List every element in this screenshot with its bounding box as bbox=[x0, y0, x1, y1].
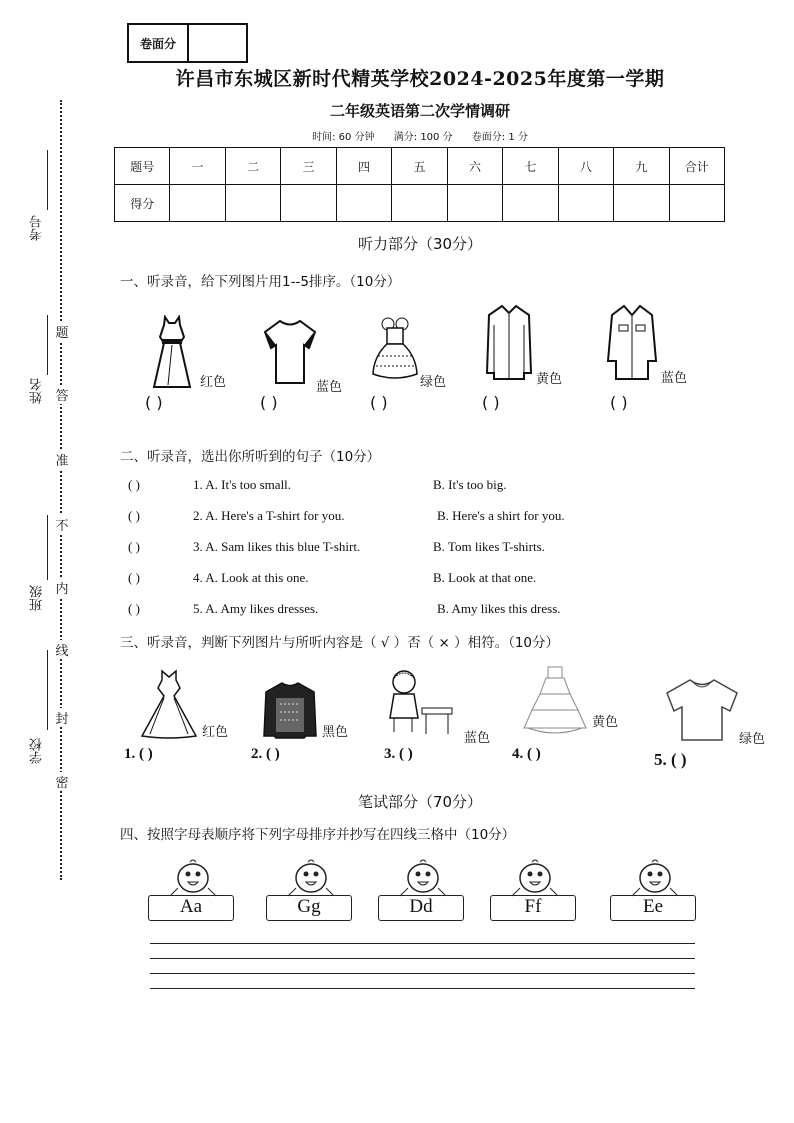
q3-color-label: 黑色 bbox=[322, 725, 349, 740]
bird-icon bbox=[630, 858, 680, 898]
seal-char: 题 bbox=[55, 322, 69, 341]
binding-dotted-line bbox=[60, 100, 62, 880]
q2-option-a: 3. A. Sam likes this blue T-shirt. bbox=[193, 539, 361, 554]
school-title: 许昌市东城区新时代精英学校2024-2025年度第一学期 bbox=[175, 68, 665, 90]
letter-card bbox=[266, 858, 354, 922]
q1-color-label: 绿色 bbox=[420, 375, 447, 390]
q3-answer-bracket[interactable]: 4. ( ) bbox=[512, 746, 541, 762]
letter-card bbox=[490, 858, 578, 922]
four-line-grid-line[interactable] bbox=[150, 943, 695, 944]
letter-card bbox=[378, 858, 466, 922]
seal-char: 封 bbox=[55, 708, 69, 727]
shirt-icon bbox=[484, 303, 534, 381]
q2-answer-bracket[interactable]: ( ) bbox=[128, 508, 140, 523]
four-line-grid-line[interactable] bbox=[150, 958, 695, 959]
letter-card bbox=[148, 858, 236, 922]
binding-blank-line[interactable] bbox=[47, 150, 48, 210]
q1-color-label: 蓝色 bbox=[661, 371, 688, 386]
letter-card bbox=[610, 858, 698, 922]
score-table-cell: 题号 bbox=[115, 148, 170, 185]
exam-full-score: 满分: 100 分 bbox=[393, 132, 453, 143]
q2-answer-bracket[interactable]: ( ) bbox=[128, 539, 140, 554]
score-table-cell: 九 bbox=[614, 148, 669, 185]
score-table bbox=[114, 147, 725, 222]
bird-icon bbox=[398, 858, 448, 898]
tshirt-icon bbox=[664, 677, 740, 743]
score-entry-cell[interactable] bbox=[170, 185, 225, 222]
q1-color-label: 蓝色 bbox=[316, 380, 343, 395]
score-entry-cell[interactable] bbox=[558, 185, 613, 222]
listening-heading: 听力部分（30分） bbox=[357, 235, 483, 253]
question-2-title: 二、听录音，选出你所听到的句子（10分） bbox=[120, 449, 381, 465]
score-entry-cell[interactable] bbox=[614, 185, 669, 222]
binding-label-name bbox=[30, 378, 46, 408]
score-entry-cell[interactable] bbox=[336, 185, 391, 222]
q3-color-label: 黄色 bbox=[592, 715, 619, 730]
score-entry-cell[interactable] bbox=[392, 185, 447, 222]
letter-pair: Gg bbox=[297, 896, 321, 917]
letter-pair: Ff bbox=[524, 896, 542, 917]
exam-title: 二年级英语第二次学情调研 bbox=[329, 102, 510, 120]
q3-answer-bracket[interactable]: 1. ( ) bbox=[124, 746, 153, 762]
question-1-title: 一、听录音，给下列图片用1--5排序。（10分） bbox=[120, 274, 401, 290]
score-entry-cell[interactable] bbox=[503, 185, 558, 222]
bird-icon bbox=[286, 858, 336, 898]
score-table-cell: 合计 bbox=[669, 148, 724, 185]
q2-option-b: B. Here's a shirt for you. bbox=[437, 508, 565, 523]
q1-answer-bracket[interactable]: ( ) bbox=[145, 393, 163, 412]
q2-option-a: 4. A. Look at this one. bbox=[193, 570, 309, 585]
q2-answer-bracket[interactable]: ( ) bbox=[128, 601, 140, 616]
q1-color-label: 黄色 bbox=[536, 372, 563, 387]
binding-label-text: 考号 bbox=[30, 215, 45, 241]
q3-answer-bracket[interactable]: 3. ( ) bbox=[384, 746, 413, 762]
tshirt-icon bbox=[262, 318, 318, 386]
q2-option-a: 5. A. Amy likes dresses. bbox=[193, 601, 319, 616]
q2-option-a: 2. A. Here's a T-shirt for you. bbox=[193, 508, 345, 523]
letter-pair: Ee bbox=[642, 896, 664, 917]
score-entry-cell[interactable] bbox=[447, 185, 502, 222]
four-line-grid-line[interactable] bbox=[150, 988, 695, 989]
q1-answer-bracket[interactable]: ( ) bbox=[482, 393, 500, 412]
q2-answer-bracket[interactable]: ( ) bbox=[128, 477, 140, 492]
q1-answer-bracket[interactable]: ( ) bbox=[610, 393, 628, 412]
four-line-grid-line[interactable] bbox=[150, 973, 695, 974]
score-table-cell: 八 bbox=[558, 148, 613, 185]
binding-label-class bbox=[30, 585, 46, 615]
q2-option-b: B. Look at that one. bbox=[433, 570, 537, 585]
binding-label-exam-number bbox=[30, 215, 46, 245]
q2-option-b: B. Amy likes this dress. bbox=[437, 601, 561, 616]
q2-option-b: B. It's too big. bbox=[433, 477, 507, 492]
bird-icon bbox=[168, 858, 218, 898]
score-table-cell: 四 bbox=[336, 148, 391, 185]
q2-option-b: B. Tom likes T-shirts. bbox=[433, 539, 545, 554]
score-table-cell: 七 bbox=[503, 148, 558, 185]
binding-label-text: 姓名 bbox=[30, 378, 45, 404]
letter-pair: Dd bbox=[409, 896, 433, 917]
q1-answer-bracket[interactable]: ( ) bbox=[260, 393, 278, 412]
score-table-row-label: 得分 bbox=[115, 185, 170, 222]
q3-answer-bracket[interactable]: 5. ( ) bbox=[654, 750, 687, 769]
score-table-score-row bbox=[115, 185, 725, 222]
score-table-cell: 二 bbox=[225, 148, 280, 185]
exam-time: 时间: 60 分钟 bbox=[312, 132, 375, 143]
neat-score-value[interactable] bbox=[189, 25, 246, 61]
writing-heading: 笔试部分（70分） bbox=[357, 793, 483, 811]
q3-color-label: 红色 bbox=[202, 725, 229, 740]
seal-char: 密 bbox=[55, 772, 69, 791]
q1-answer-bracket[interactable]: ( ) bbox=[370, 393, 388, 412]
binding-label-text: 学校 bbox=[30, 738, 45, 764]
score-entry-cell[interactable] bbox=[669, 185, 724, 222]
q2-answer-bracket[interactable]: ( ) bbox=[128, 570, 140, 585]
tiered-dress-icon bbox=[520, 664, 590, 738]
binding-blank-line[interactable] bbox=[47, 315, 48, 375]
girl-icon bbox=[382, 668, 462, 738]
question-4-title: 四、按照字母表顺序将下列字母排序并抄写在四线三格中（10分） bbox=[120, 827, 516, 843]
q2-option-a: 1. A. It's too small. bbox=[193, 477, 292, 492]
score-table-cell: 三 bbox=[281, 148, 336, 185]
letter-pair: Aa bbox=[179, 896, 203, 917]
seal-char: 内 bbox=[55, 578, 69, 597]
binding-blank-line[interactable] bbox=[47, 650, 48, 730]
score-entry-cell[interactable] bbox=[225, 185, 280, 222]
score-table-cell: 一 bbox=[170, 148, 225, 185]
score-table-header-row bbox=[115, 148, 725, 185]
binding-label-school bbox=[30, 738, 46, 768]
long-shirt-icon bbox=[606, 303, 658, 381]
q3-color-label: 绿色 bbox=[739, 732, 766, 747]
sweater-icon bbox=[262, 680, 318, 740]
q3-answer-bracket[interactable]: 2. ( ) bbox=[251, 746, 280, 762]
exam-neat-score: 卷面分: 1 分 bbox=[471, 132, 528, 143]
neat-score-label: 卷面分 bbox=[129, 25, 189, 61]
seal-char: 不 bbox=[55, 515, 69, 534]
q3-color-label: 蓝色 bbox=[464, 731, 491, 746]
binding-blank-line[interactable] bbox=[47, 515, 48, 580]
seal-char: 准 bbox=[55, 450, 69, 469]
score-entry-cell[interactable] bbox=[281, 185, 336, 222]
score-table-cell: 六 bbox=[447, 148, 502, 185]
neat-score-box bbox=[127, 23, 248, 63]
puffy-dress-icon bbox=[370, 316, 420, 382]
dress-icon bbox=[150, 315, 194, 389]
seal-char: 线 bbox=[55, 640, 69, 659]
bird-icon bbox=[510, 858, 560, 898]
binding-label-text: 班级 bbox=[30, 585, 45, 611]
score-table-cell: 五 bbox=[392, 148, 447, 185]
question-3-title: 三、听录音，判断下列图片与所听内容是（ √ ）否（ × ）相符。（10分） bbox=[120, 635, 560, 651]
exam-info bbox=[150, 128, 690, 143]
gown-icon bbox=[138, 668, 200, 740]
q1-color-label: 红色 bbox=[200, 375, 227, 390]
seal-char: 答 bbox=[55, 385, 69, 404]
